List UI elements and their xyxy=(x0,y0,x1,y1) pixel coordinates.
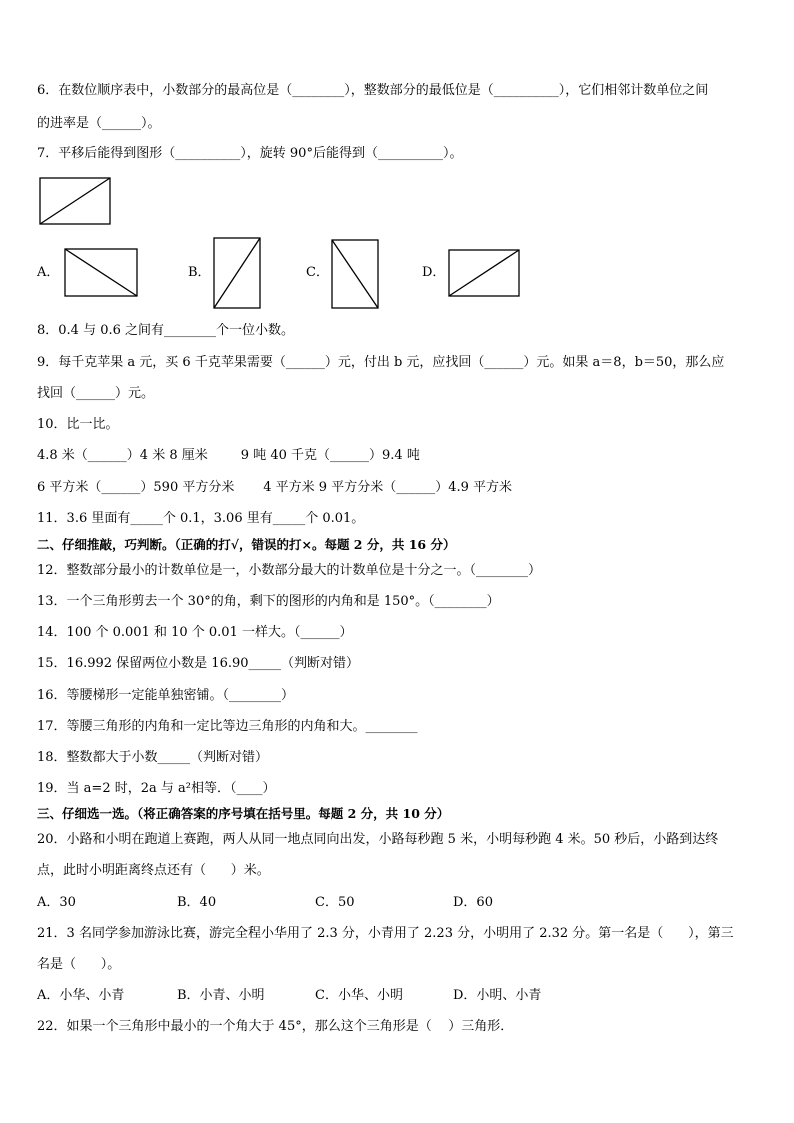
q19-text: 19．当 a=2 时，2a 与 a²相等．（____） xyxy=(37,781,276,796)
q21-option-c: C．小华、小明 xyxy=(315,988,403,1003)
q7-option-b-label: B． xyxy=(188,265,211,280)
q10-row-1: 4.8 米（______）4 米 8 厘米 9 吨 40 千克（______）9.4 吨 xyxy=(37,448,420,463)
q17-text: 17．等腰三角形的内角和一定比等边三角形的内角和大。________ xyxy=(37,719,418,734)
q8-text: 8．0.4 与 0.6 之间有________个一位小数。 xyxy=(37,323,295,338)
q9-line-2: 找回（______）元。 xyxy=(37,386,155,401)
q21-option-d: D．小明、小青 xyxy=(453,988,542,1003)
q7-option-b-figure xyxy=(213,237,261,309)
q13-text: 13．一个三角形剪去一个 30°的角，剩下的图形的内角和是 150°。（________） xyxy=(37,594,500,609)
q7-option-c-figure xyxy=(331,239,379,309)
q21-line-1: 21．3 名同学参加游泳比赛，游完全程小华用了 2.3 分，小青用了 2.23 分，小明用了 2.32 分。第一名是（ ），第三 xyxy=(37,926,734,941)
q18-text: 18．整数都大于小数_____（判断对错） xyxy=(37,750,269,765)
q20-line-2: 点，此时小明距离终点还有（ ）米。 xyxy=(37,863,270,878)
q21-option-b: B．小青、小明 xyxy=(177,988,265,1003)
q20-option-a: A．30 xyxy=(37,895,76,910)
q7-option-a-label: A． xyxy=(37,265,60,280)
q22-text: 22．如果一个三角形中最小的一个角大于 45°，那么这个三角形是（ ）三角形． xyxy=(37,1019,514,1034)
q20-line-1: 20．小路和小明在跑道上赛跑，两人从同一地点同向出发，小路每秒跑 5 米，小明每秒跑 4 米。50 秒后，小路到达终 xyxy=(37,832,719,847)
q6-line-2: 的进率是（______）。 xyxy=(37,116,161,131)
q16-text: 16．等腰梯形一定能单独密铺。（________） xyxy=(37,688,295,703)
q7-option-a-figure xyxy=(64,248,138,297)
q20-option-d: D．60 xyxy=(453,895,493,910)
q6-line-1: 6．在数位顺序表中，小数部分的最高位是（________），整数部分的最低位是（__________），它们相邻计数单位之间 xyxy=(37,83,709,98)
q20-option-b: B．40 xyxy=(177,895,217,910)
q7-original-rectangle-figure xyxy=(39,177,111,225)
q11-text: 11．3.6 里面有_____个 0.1，3.06 里有_____个 0.01。 xyxy=(37,511,365,526)
q7-option-d-figure xyxy=(448,249,520,297)
q12-text: 12．整数部分最小的计数单位是一，小数部分最大的计数单位是十分之一。（________） xyxy=(37,563,542,578)
q20-option-c: C．50 xyxy=(315,895,355,910)
q14-text: 14．100 个 0.001 和 10 个 0.01 一样大。（______） xyxy=(37,625,353,640)
q21-line-2: 名是（ ）。 xyxy=(37,957,121,972)
section-3-heading: 三、仔细选一选。（将正确答案的序号填在括号里。每题 2 分，共 10 分） xyxy=(37,806,450,821)
q10-row-2: 6 平方米（______）590 平方分米 4 平方米 9 平方分米（______）4.9 平方米 xyxy=(37,480,513,495)
q7-option-c-label: C． xyxy=(306,265,329,280)
section-2-heading: 二、仔细推敲，巧判断。（正确的打√，错误的打×。每题 2 分，共 16 分） xyxy=(37,537,456,552)
q10-title: 10．比一比。 xyxy=(37,417,119,432)
q9-line-1: 9．每千克苹果 a 元，买 6 千克苹果需要（______）元，付出 b 元，应找回（______）元。如果 a＝8，b＝50，那么应 xyxy=(37,355,725,370)
q7-text: 7．平移后能得到图形（__________），旋转 90°后能得到（__________）。 xyxy=(37,146,463,161)
q15-text: 15．16.992 保留两位小数是 16.90_____（判断对错） xyxy=(37,656,360,671)
q7-option-d-label: D． xyxy=(422,265,446,280)
q21-option-a: A．小华、小青 xyxy=(37,988,125,1003)
